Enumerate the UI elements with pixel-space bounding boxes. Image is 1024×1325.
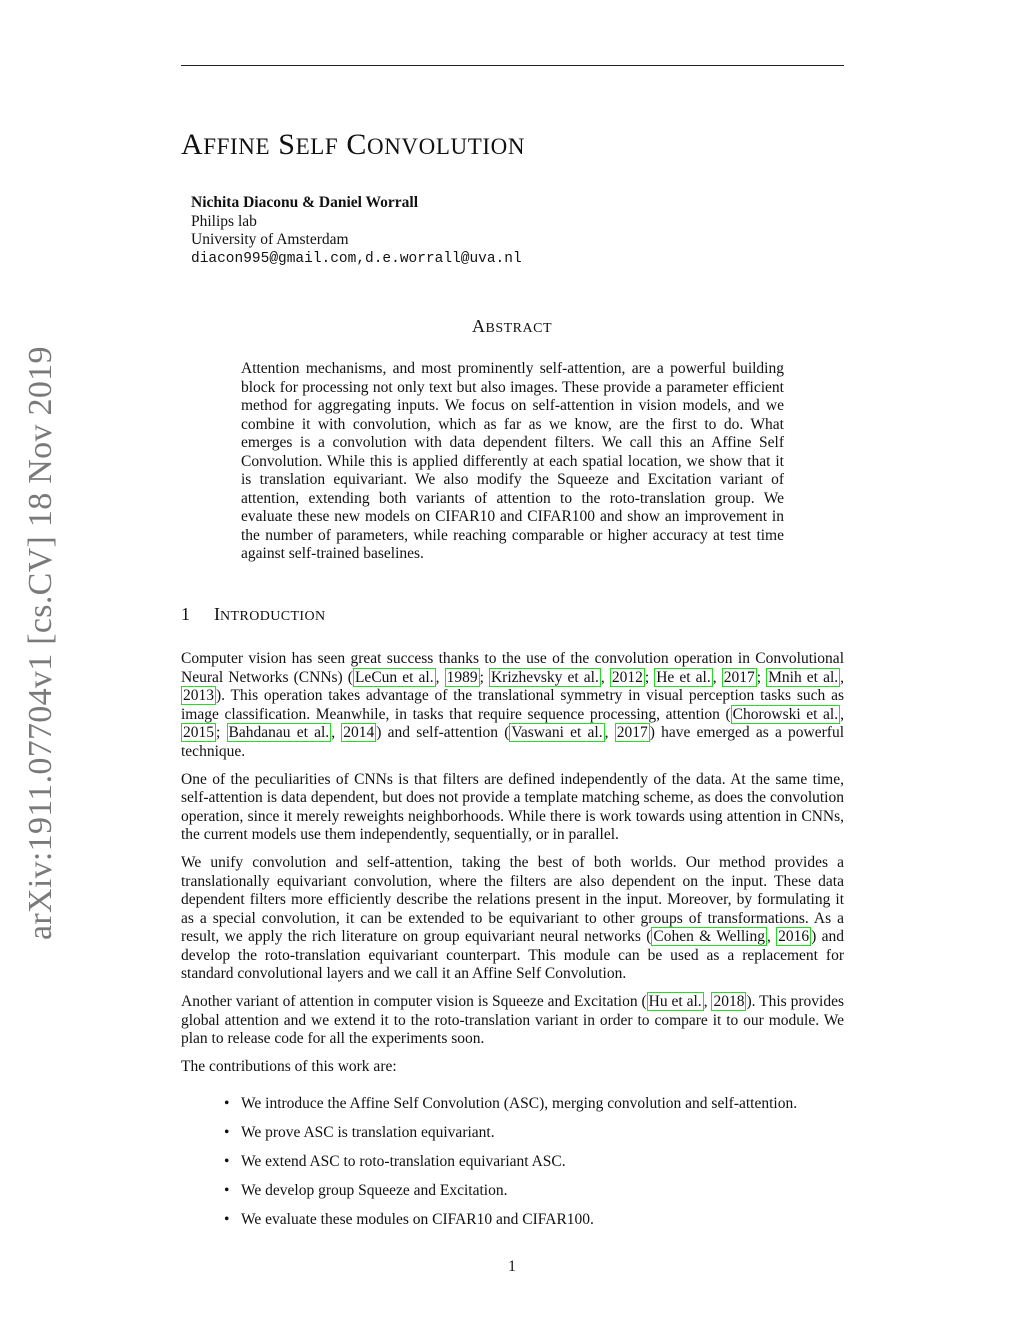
list-item: • We prove ASC is translation equivariant. <box>224 1123 495 1141</box>
citation-link[interactable]: 2015 <box>183 724 214 741</box>
citation-link[interactable]: 2014 <box>343 724 375 741</box>
author-names: Nichita Diaconu & Daniel Worrall <box>191 194 419 211</box>
list-item: • We evaluate these modules on CIFAR10 and CIFAR100. <box>224 1210 594 1228</box>
citation-link[interactable]: 2016 <box>778 928 810 945</box>
author-emails: diacon995@gmail.com,d.e.worrall@uva.nl <box>191 250 522 267</box>
page-number: 1 <box>508 1258 516 1275</box>
citation-link[interactable]: He et al. <box>656 668 711 686</box>
contributions-list <box>181 1095 844 1230</box>
citation-link[interactable]: 2017 <box>723 668 755 686</box>
abstract-heading: ABSTRACT <box>471 316 552 336</box>
citation-link[interactable]: Cohen & Welling <box>653 928 765 945</box>
paper-title: AFFINE SELF CONVOLUTION <box>181 128 526 161</box>
paragraph-4: Another variant of attention in computer vision is Squeeze and Excitation ( Hu et al. , 2018 ). This provides global attention and we extend it to the roto-translation variant in order to compare it to our module. We plan to release code for all the experiments soon. <box>181 993 844 1047</box>
list-item: • We develop group Squeeze and Excitation. <box>224 1181 508 1199</box>
citation-link[interactable]: Hu et al. <box>648 993 702 1010</box>
citation-link[interactable]: 2013 <box>183 687 214 704</box>
section-heading-introduction: 1 INTRODUCTION <box>181 604 326 624</box>
bullet-icon: • <box>224 1123 230 1141</box>
paragraph-2: One of the peculiarities of CNNs is that filters are defined independently of the data. At the same time, self-attention is data dependent, but does not provide a template matching scheme, as does the convolution operation, since it merely reweights neighborhoods. While there is work towards using attention in CNNs, the current models use them independently, sequentially, or in parallel. <box>181 770 844 843</box>
bullet-icon: • <box>224 1094 230 1112</box>
citation-link[interactable]: Mnih et al. <box>768 668 839 686</box>
affiliation-uva: University of Amsterdam <box>191 231 349 248</box>
citation-link[interactable]: Vaswani et al. <box>511 724 603 741</box>
paragraph-1: Computer vision has seen great success thanks to the use of the convolution operation in Convolutional Neural Networks (CNNs) ( LeCun et al. , 1989 ; Krizhevsky et al. , 2012 ; He et al. , 2017 ; Mnih et al. , 2013 ). This operation takes advantage of the translational symmetry in visual perception tasks such as image classification. Meanwhile, in tasks that require sequence processing, attention ( Chorowski et al. , 2015 ; Bahdanau et al. , 2014 ) and self-attention ( Vaswani et al. , 2017 ) have emerged as a powerful technique. <box>181 650 845 760</box>
affiliation-philips: Philips lab <box>191 212 257 230</box>
author-block <box>191 194 522 268</box>
introduction-body <box>181 650 844 1240</box>
citation-link[interactable]: 2012 <box>611 668 643 686</box>
citation-link[interactable]: Krizhevsky et al. <box>490 668 599 686</box>
abstract-text: Attention mechanisms, and most prominently self-attention, are a powerful building block for processing not only text but also images. These provide a parameter efficient method for aggregating inputs. We focus on self-attention in vision models, and we combine it with convolution, which as far as we know, are the first to do. What emerges is a convolution with data dependent filters. We call this an Affine Self Convolution. While this is applied differently at each spatial location, we show that it is translation equivariant. We also modify the Squeeze and Excitation variant of attention, extending both variants of attention to the roto-translation group. We evaluate these new models on CIFAR10 and CIFAR100 and show an improvement in the number of parameters, while reaching comparable or higher accuracy at test time against self-trained baselines. <box>241 360 784 562</box>
list-item: • We introduce the Affine Self Convolution (ASC), merging convolution and self-attention. <box>224 1094 798 1112</box>
arxiv-identifier: arXiv:1911.07704v1 [cs.CV] 18 Nov 2019 <box>22 346 59 940</box>
citation-link[interactable]: 2017 <box>616 724 648 741</box>
citation-link[interactable]: Bahdanau et al. <box>228 724 330 741</box>
citation-link[interactable]: Chorowski et al. <box>732 705 839 723</box>
paragraph-3: We unify convolution and self-attention, taking the best of both worlds. Our method provides a translationally equivariant convolution, where the filters are also dependent on the input. These data dependent filters more efficiently describe the relations present in the input. Moreover, by formulating it as a special convolution, it can be extended to be equivariant to other groups of transformations. As a result, we apply the rich literature on group equivariant neural networks ( Cohen & Welling , 2016 ) and develop the roto-translation equivariant counterpart. This module can be used as a replacement for standard convolutional layers and we call it an Affine Self Convolution. <box>181 854 845 982</box>
list-item: • We extend ASC to roto-translation equivariant ASC. <box>224 1152 566 1170</box>
bullet-icon: • <box>224 1210 230 1228</box>
paragraph-5: The contributions of this work are: <box>181 1058 397 1075</box>
header-rule <box>181 65 844 66</box>
citation-link[interactable]: 1989 <box>446 668 478 686</box>
bullet-icon: • <box>224 1181 230 1199</box>
bullet-icon: • <box>224 1152 230 1170</box>
citation-link[interactable]: LeCun et al. <box>354 668 434 686</box>
citation-link[interactable]: 2018 <box>713 993 745 1010</box>
section-number: 1 <box>181 604 190 624</box>
